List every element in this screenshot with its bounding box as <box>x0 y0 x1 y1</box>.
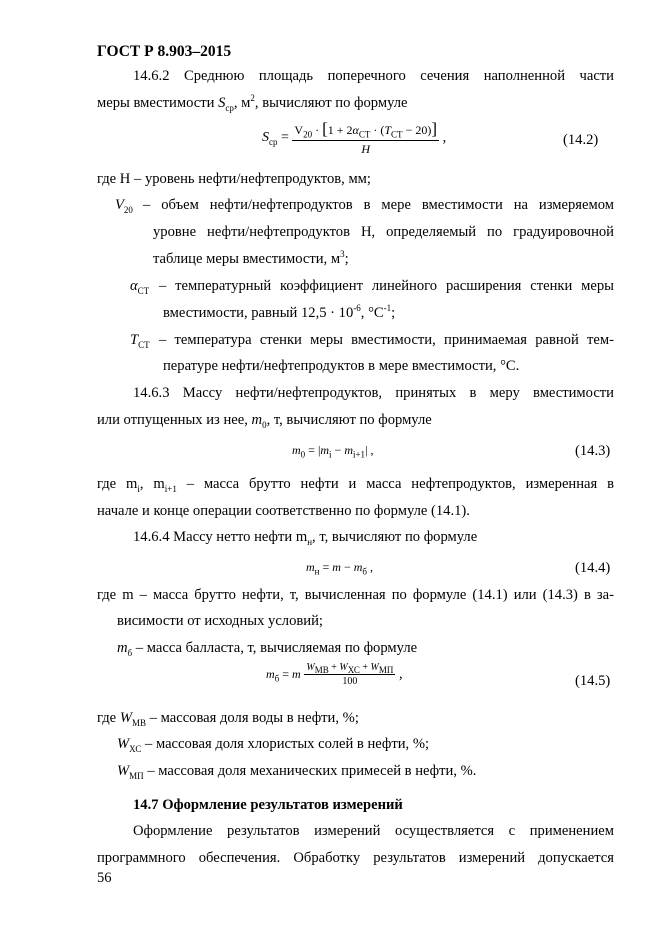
definition-line: уровне нефти/нефтепродуктов Н, определяемый по градуировочной <box>153 224 614 240</box>
section-heading: 14.7 Оформление результатов измерений <box>133 797 403 813</box>
paragraph-line: 14.6.2 Среднюю площадь поперечного сечения наполненной части <box>133 68 614 84</box>
formula-number: (14.2) <box>563 132 599 148</box>
paragraph-line: где $m_i$, $m_{i+1}$ – масса брутто нефти и масса нефтепродуктов, измеренная в <box>97 476 614 494</box>
formula-14-4: $m_н = m - m_б$ , <box>306 560 373 577</box>
definition-line: $m_б$ – масса балласта, т, вычисляемая по формуле <box>117 640 418 658</box>
definition-line: – объем нефти/нефтепродуктов в мере вместимости на измеряемом <box>143 197 614 213</box>
page-number: 56 <box>97 870 112 886</box>
paragraph-line: начале и конце операции соответственно по формуле (14.1). <box>97 503 470 519</box>
symbol-tct: $T_{СТ}$ <box>130 332 150 350</box>
paragraph-line: программного обеспечения. Обработку результатов измерений допускается <box>97 850 614 866</box>
paragraph-line: 14.6.4 Массу нетто нефти $m_н$, т, вычисляют по формуле <box>133 529 478 547</box>
paragraph-line: 14.6.3 Массу нефти/нефтепродуктов, принятых в меру вместимости <box>133 385 614 401</box>
definition-line: таблице меры вместимости, $м^3$; <box>153 249 349 267</box>
definition-line: где $W_{МВ}$ – массовая доля воды в нефти, %; <box>97 710 359 728</box>
formula-number: (14.5) <box>575 673 611 689</box>
formula-14-2: $S_{ср}$ = $\frac{V_{20} \cdot [1 + 2\alpha_{СТ} \cdot (T_{СТ} - 20)]}{H}$ , <box>262 119 447 156</box>
formula-14-5: $m_б = m$ $\frac{W_{МВ} + W_{ХС} + W_{МП}}{100}$ , <box>266 662 403 687</box>
definition-line: вместимости, равный $12,5 \cdot 10^{-6}$, $^\circ С^{-1}$; <box>163 303 396 321</box>
symbol-v20: $V_{20}$ <box>115 197 133 215</box>
definition-line: – температура стенки меры вместимости, принимаемая равной тем- <box>159 332 614 348</box>
formula-14-3: $m_0 = |m_i - m_{i+1}|$ , <box>292 443 374 460</box>
paragraph-line: меры вместимости $S_{ср}$, $м^2$, вычисляют по формуле <box>97 93 408 113</box>
definition-line: – температурный коэффициент линейного расширения стенки меры <box>159 278 614 294</box>
page-header: ГОСТ Р 8.903–2015 <box>97 43 232 60</box>
where-h: где Н – уровень нефти/нефтепродуктов, мм; <box>97 171 371 187</box>
paragraph-line: или отпущенных из нее, $m_0$, т, вычисляют по формуле <box>97 412 432 430</box>
definition-line: $W_{МП}$ – массовая доля механических примесей в нефти, %. <box>117 763 477 781</box>
paragraph-line: где m – масса брутто нефти, т, вычисленная по формуле (14.1) или (14.3) в за- <box>97 587 614 603</box>
formula-number: (14.3) <box>575 443 611 459</box>
definition-line: пературе нефти/нефтепродуктов в мере вместимости, °С. <box>163 358 520 374</box>
symbol-alpha: $\alpha_{СТ}$ <box>130 278 150 296</box>
definition-line: $W_{ХС}$ – массовая доля хлористых солей в нефти, %; <box>117 736 430 754</box>
paragraph-line: Оформление результатов измерений осуществляется с применением <box>133 823 614 839</box>
paragraph-line: висимости от исходных условий; <box>117 613 323 629</box>
formula-number: (14.4) <box>575 560 611 576</box>
